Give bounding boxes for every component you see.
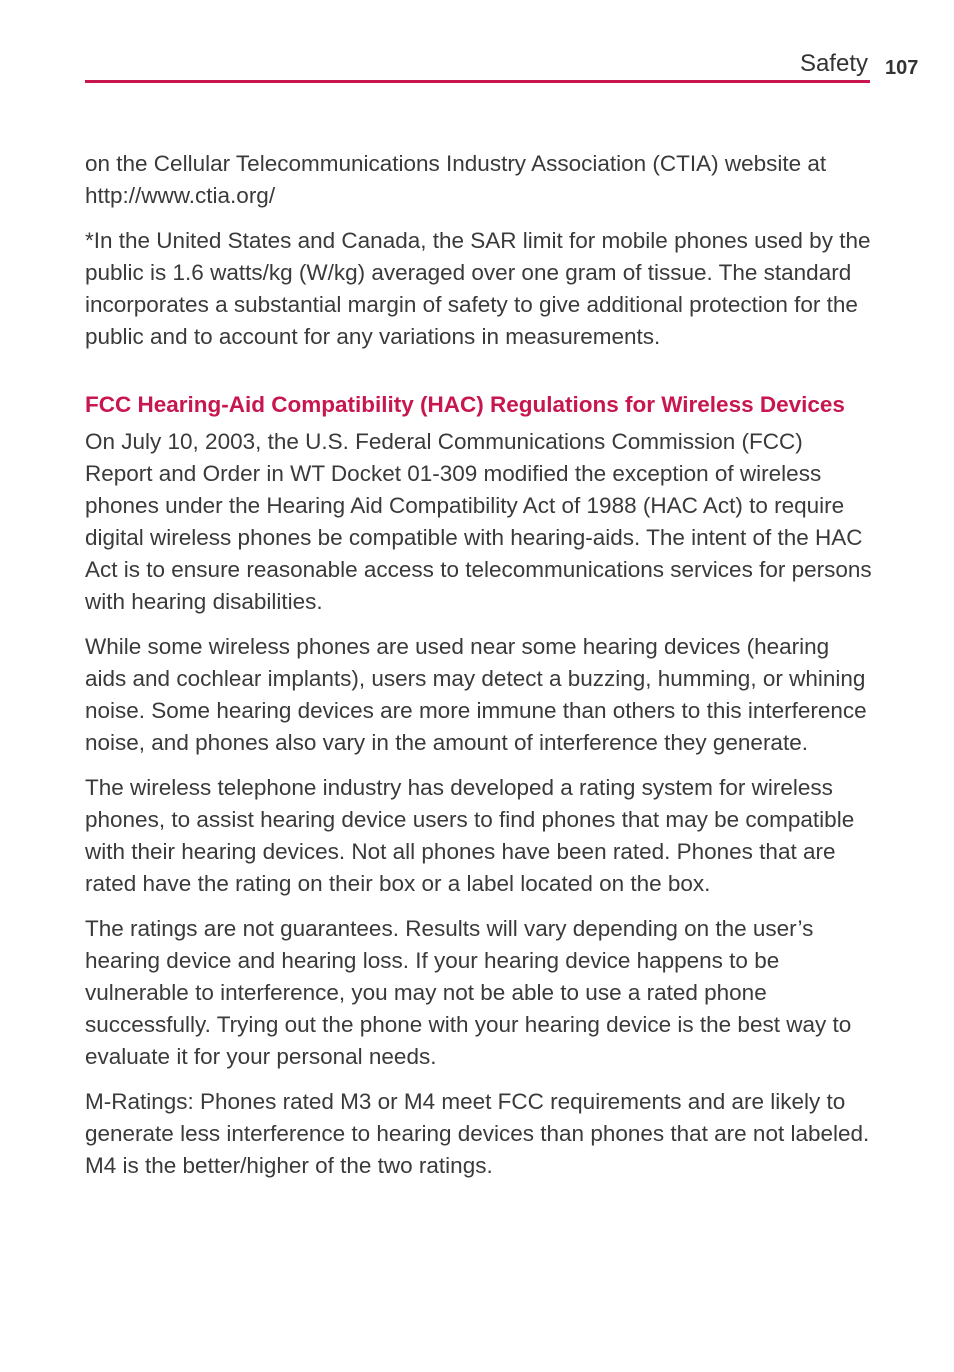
paragraph-fcc-report: On July 10, 2003, the U.S. Federal Communications Commission (FCC) Report and Order in WT Docket 01-309 modified the exception of wireless phones under the Hearing Aid Compatibility Act of 1988 (HAC Act) to require digital wireless phones be compatible with hearing-aids. The intent of the HAC Act is to ensure reasonable access to telecommunications services for persons with hearing disabilities. [85, 429, 872, 614]
page-header [85, 48, 870, 84]
section-heading-hac: FCC Hearing-Aid Compatibility (HAC) Regulations for Wireless Devices [85, 392, 845, 417]
paragraph-ratings-not-guarantees: The ratings are not guarantees. Results will vary depending on the user’s hearing device and hearing loss. If your hearing device happens to be vulnerable to interference, you may not be able to use a rated phone successfully. Trying out the phone with your hearing device is the best way to evaluate it for your personal needs. [85, 916, 852, 1069]
paragraph-rating-system: The wireless telephone industry has developed a rating system for wireless phones, to assist hearing device users to find phones that may be compatible with their hearing devices. Not all phones have been rated. Phones that are rated have the rating on their box or a label located on the box. [85, 775, 855, 896]
header-divider [85, 80, 870, 83]
paragraph-interference-noise: While some wireless phones are used near some hearing devices (hearing aids and cochlear implants), users may detect a buzzing, humming, or whining noise. Some hearing devices are more immune than others to this interference noise, and phones also vary in the amount of interference they generate. [85, 634, 867, 755]
page-number: 107 [885, 57, 919, 79]
section-title: Safety [799, 50, 868, 77]
page-body [85, 148, 875, 1195]
paragraph-m-ratings: M-Ratings: Phones rated M3 or M4 meet FCC requirements and are likely to generate less interference to hearing devices than phones that are not labeled. M4 is the better/higher of the two ratings. [85, 1089, 870, 1178]
paragraph-ctia-website: on the Cellular Telecommunications Industry Association (CTIA) website at http://www.ctia.org/ [85, 151, 827, 208]
paragraph-sar-limit: *In the United States and Canada, the SAR limit for mobile phones used by the public is 1.6 watts/kg (W/kg) averaged over one gram of tissue. The standard incorporates a substantial margin of safety to give additional protection for the public and to account for any variations in measurements. [85, 228, 871, 349]
